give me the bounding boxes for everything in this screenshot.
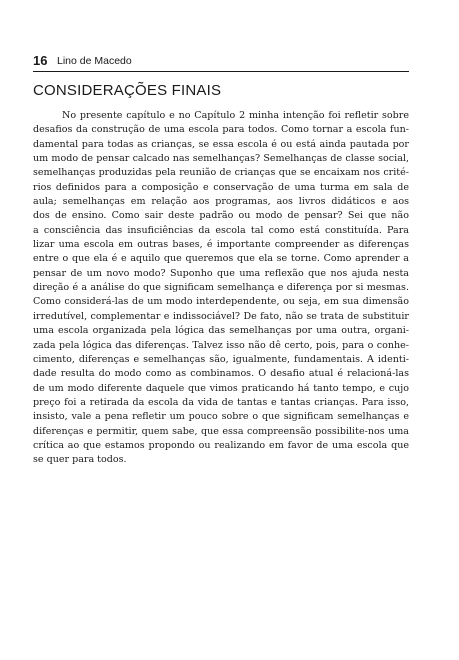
paragraph-line: diferenças e permitir, quem sabe, que essa compreensão possibilite-nos uma — [33, 425, 409, 437]
paragraph-line: de um modo diferente daquele que vimos praticando há tanto tempo, e cujo — [33, 382, 409, 394]
paragraph-line: damental para todas as crianças, se essa escola é ou está ainda pautada por — [33, 138, 409, 150]
running-header — [33, 53, 409, 72]
paragraph-line: se quer para todos. — [33, 454, 127, 466]
running-header-author: Lino de Macedo — [57, 55, 132, 67]
paragraph-line: insisto, vale a pena refletir um pouco sobre o que significam semelhanças e — [33, 411, 409, 423]
paragraph-line: dos de ensino. Como sair deste padrão ou modo de pensar? Sei que não — [33, 210, 409, 222]
paragraph-line: zada pela lógica das diferenças. Talvez isso não dê certo, pois, para o conhe- — [33, 339, 409, 351]
paragraph-line: irredutível, complementar e indissociável? De fato, não se trata de substituir — [33, 310, 409, 322]
paragraph-line: desafios da construção de uma escola para todos. Como tornar a escola fun- — [33, 124, 409, 136]
paragraph-line: cimento, diferenças e semelhanças são, igualmente, fundamentais. A identi- — [33, 353, 409, 365]
paragraph-line: Como considerá-las de um modo interdependente, ou seja, em sua dimensão — [33, 296, 409, 308]
paragraph-line: rios definidos para a composição e conservação de uma turma em sala de — [33, 181, 409, 193]
paragraph-line: entre o que ela é e aquilo que queremos que ela se torne. Como aprender a — [33, 253, 409, 265]
paragraph-line: uma escola organizada pela lógica das semelhanças por uma outra, organi- — [33, 325, 409, 337]
page-number: 16 — [33, 53, 48, 68]
paragraph-line: preço foi a retirada da escola da vida de tantas e tantas crianças. Para isso, — [33, 396, 409, 408]
paragraph-line: aula; semelhanças em relação aos programas, aos livros didáticos e aos — [33, 196, 409, 208]
paragraph-line: lizar uma escola em outras bases, é importante compreender as diferenças — [33, 239, 409, 251]
paragraph-line: um modo de pensar calcado nas semelhanças? Semelhanças de classe social, — [33, 153, 409, 165]
paragraph-line: semelhanças produzidas pela reunião de crianças que se encaixam nos crité- — [33, 167, 409, 179]
paragraph-line: No presente capítulo e no Capítulo 2 minha intenção foi refletir sobre — [62, 110, 409, 121]
section-heading: CONSIDERAÇÕES FINAIS — [33, 82, 222, 99]
body-paragraph — [33, 109, 409, 468]
paragraph-line: crítica ao que estamos propondo ou realizando em favor de uma escola que — [33, 439, 409, 451]
paragraph-line: a consciência das insuficiências da escola tal como está constituída. Para — [33, 224, 409, 236]
paragraph-line: pensar de um novo modo? Suponho que uma reflexão que nos ajuda nesta — [33, 267, 409, 279]
paragraph-line: direção é a análise do que significam semelhança e diferença por si mesmas. — [33, 282, 409, 294]
paragraph-line: dade resulta do modo como as combinamos. O desafio atual é relacioná-las — [33, 368, 409, 380]
